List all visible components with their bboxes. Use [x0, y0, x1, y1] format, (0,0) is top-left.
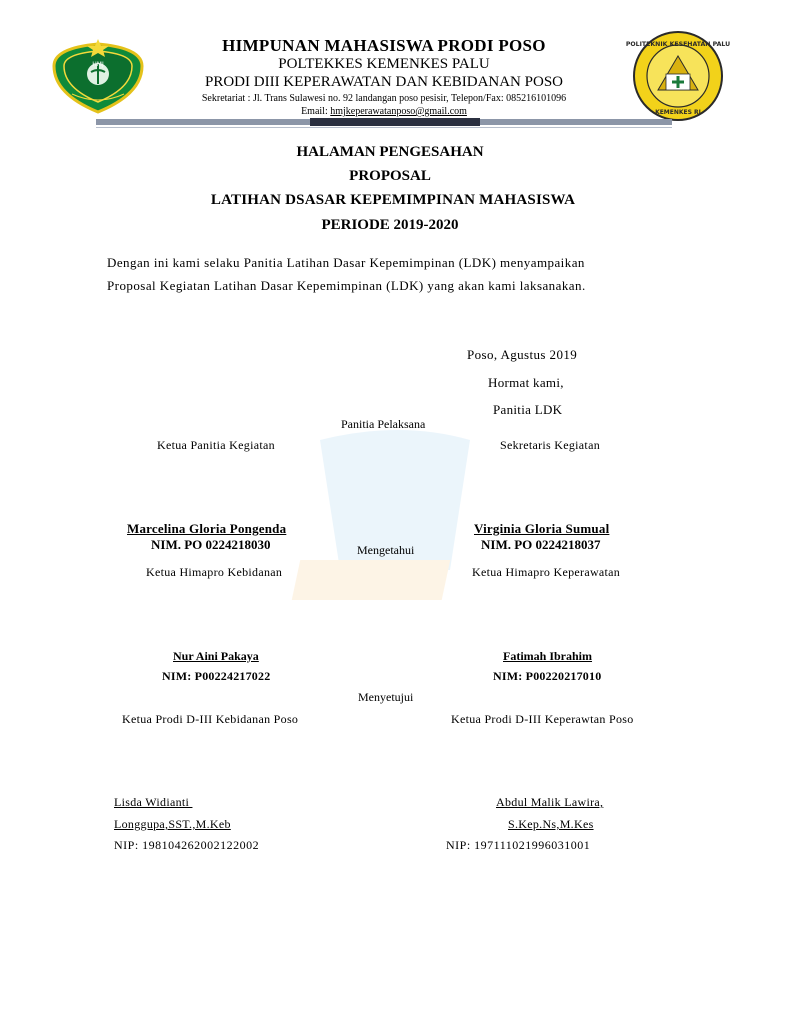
- letterhead-address: Sekretariat : Jl. Trans Sulawesi no. 92 landangan poso pesisir, Telepon/Fax: 085216101096: [201, 93, 567, 104]
- right-logo-bottom-text: KEMENKES RI: [655, 109, 701, 116]
- letterhead-divider-accent: [310, 118, 480, 126]
- panitia-right-role: Sekretaris Kegiatan: [500, 438, 600, 452]
- menyetujui-left-title: Longgupa,SST.,M.Keb: [114, 817, 231, 831]
- mengetahui-right-name: Fatimah Ibrahim: [503, 649, 593, 663]
- panitia-right-name: Virginia Gloria Sumual: [474, 521, 610, 536]
- title-proposal: PROPOSAL: [349, 168, 431, 184]
- letterhead-institution: POLTEKKES KEMENKES PALU: [278, 56, 490, 72]
- panitia-right-nim: NIM. PO 0224218037: [481, 537, 601, 552]
- menyetujui-left-role: Ketua Prodi D-III Kebidanan Poso: [122, 712, 299, 726]
- email-link[interactable]: hmjkeperawatanposo@gmail.com: [330, 106, 467, 117]
- regards: Hormat kami,: [488, 375, 564, 390]
- place-date: Poso, Agustus 2019: [467, 347, 578, 362]
- menyetujui-right-title: S.Kep.Ns,M.Kes: [508, 817, 594, 831]
- letterhead-programs: PRODI DIII KEPERAWATAN DAN KEBIDANAN POSO: [204, 74, 563, 90]
- menyetujui-right-nip: NIP: 197111021996031001: [446, 838, 591, 852]
- mengetahui-left-nim: NIM: P00224217022: [162, 669, 271, 683]
- title-activity: LATIHAN DSASAR KEPEMIMPINAN MAHASISWA: [210, 192, 576, 208]
- panitia-left-role: Ketua Panitia Kegiatan: [157, 438, 275, 452]
- panitia-left-nim: NIM. PO 0224218030: [151, 537, 271, 552]
- letterhead-divider-thin: [96, 127, 672, 128]
- menyetujui-right-name: Abdul Malik Lawira,: [496, 795, 604, 809]
- letterhead-email: [0, 106, 768, 117]
- body-line-2: Proposal Kegiatan Latihan Dasar Kepemimpinan (LDK) yang akan kami laksanakan.: [107, 278, 586, 293]
- mengetahui-left-role: Ketua Himapro Kebidanan: [146, 565, 283, 579]
- menyetujui-heading: Menyetujui: [358, 690, 414, 704]
- left-logo-text: HMJ: [92, 61, 104, 68]
- panitia-left-name: Marcelina Gloria Pongenda: [127, 521, 287, 536]
- menyetujui-right-role: Ketua Prodi D-III Keperawtan Poso: [451, 712, 634, 726]
- body-line-1: Dengan ini kami selaku Panitia Latihan Dasar Kepemimpinan (LDK) menyampaikan: [107, 255, 585, 270]
- menyetujui-left-nip: NIP: 198104262002122002: [114, 838, 260, 852]
- mengetahui-left-name: Nur Aini Pakaya: [173, 649, 259, 663]
- email-label: Email:: [301, 106, 328, 117]
- title-halaman-pengesahan: HALAMAN PENGESAHAN: [296, 144, 484, 160]
- menyetujui-left-name: Lisda Widianti: [114, 795, 193, 809]
- watermark-graphic: [300, 420, 490, 605]
- letterhead-org: HIMPUNAN MAHASISWA PRODI POSO: [222, 36, 546, 55]
- panitia-heading: Panitia Pelaksana: [341, 417, 426, 431]
- mengetahui-heading: Mengetahui: [357, 543, 415, 557]
- right-logo-top-text: POLITEKNIK KESEHATAN PALU: [625, 41, 731, 48]
- mengetahui-right-nim: NIM: P00220217010: [493, 669, 602, 683]
- committee: Panitia LDK: [493, 402, 563, 417]
- title-period: PERIODE 2019-2020: [321, 217, 459, 233]
- mengetahui-right-role: Ketua Himapro Keperawatan: [472, 565, 621, 579]
